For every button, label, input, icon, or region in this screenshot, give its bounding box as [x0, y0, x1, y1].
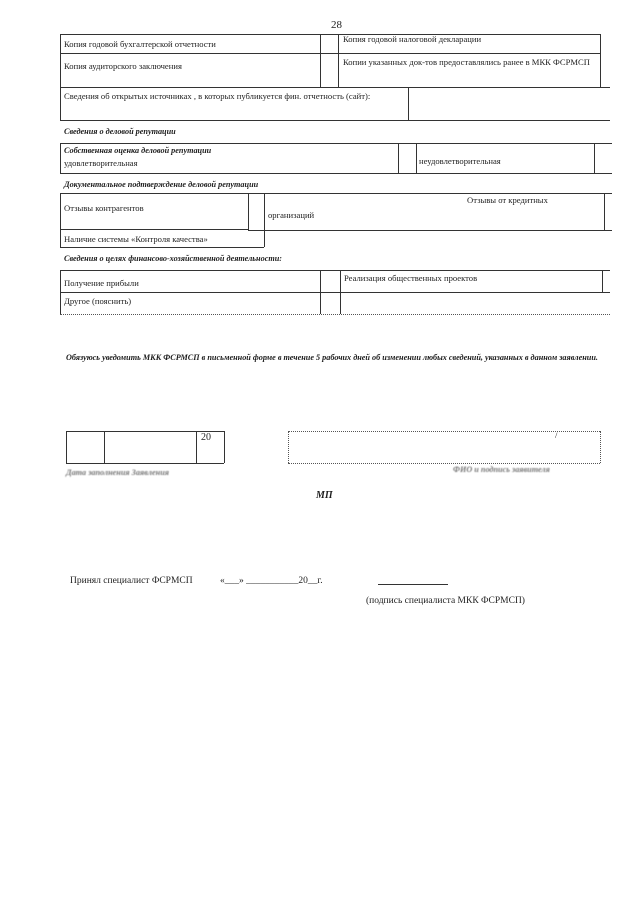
page-number: 28	[331, 19, 342, 31]
counterparty-reviews: Отзывы контрагентов	[64, 203, 144, 213]
credit-org-reviews-line1: Отзывы от кредитных	[467, 195, 548, 205]
year-prefix: 20	[201, 432, 211, 443]
goal-social-projects: Реализация общественных проектов	[344, 273, 478, 283]
reputation-unsatisfactory: неудовлетворительная	[419, 156, 501, 166]
quality-control-system: Наличие системы «Контроля качества»	[64, 234, 208, 244]
doc-annual-tax-declaration: Копия годовой налоговой декларации	[343, 34, 482, 44]
credit-org-reviews-line2: организаций	[268, 210, 315, 220]
business-reputation-heading: Сведения о деловой репутации	[64, 127, 176, 136]
date-caption: Дата заполнения Заявления	[66, 468, 169, 477]
self-assessment-title: Собственная оценка деловой репутации	[64, 146, 212, 155]
specialist-signature-caption: (подпись специалиста МКК ФСРМСП)	[366, 596, 525, 606]
doc-annual-accounting-report: Копия годовой бухгалтерской отчетности	[64, 39, 216, 49]
accepted-date: «___» ___________20__г.	[220, 576, 323, 586]
reputation-satisfactory: удовлетворительная	[64, 158, 138, 168]
obligation-statement: Обязуюсь уведомить МКК ФСРМСП в письменной форме в течение 5 рабочих дней об изменении любых сведений, указанных в данном заявлении.	[66, 353, 598, 362]
doc-audit-report: Копия аудиторского заключения	[64, 61, 182, 71]
name-signature-caption: ФИО и подпись заявителя	[453, 465, 550, 474]
goal-other: Другое (пояснить)	[64, 296, 132, 306]
goal-profit: Получение прибыли	[64, 278, 139, 288]
name-slash: /	[555, 430, 558, 440]
stamp-mark: МП	[316, 490, 333, 501]
doc-previously-provided: Копии указанных док-тов предоставлялись ранее в МКК ФСРМСП	[343, 57, 590, 67]
documentary-confirmation-heading: Документальное подтверждение деловой репутации	[64, 180, 259, 189]
goals-heading: Сведения о целях финансово-хозяйственной деятельности:	[64, 254, 282, 263]
accepted-by-label: Принял специалист ФСРМСП	[70, 576, 193, 586]
specialist-signature-line	[378, 584, 448, 585]
doc-public-sources: Сведения об открытых источниках , в которых публикуется фин. отчетность (сайт):	[64, 91, 371, 101]
